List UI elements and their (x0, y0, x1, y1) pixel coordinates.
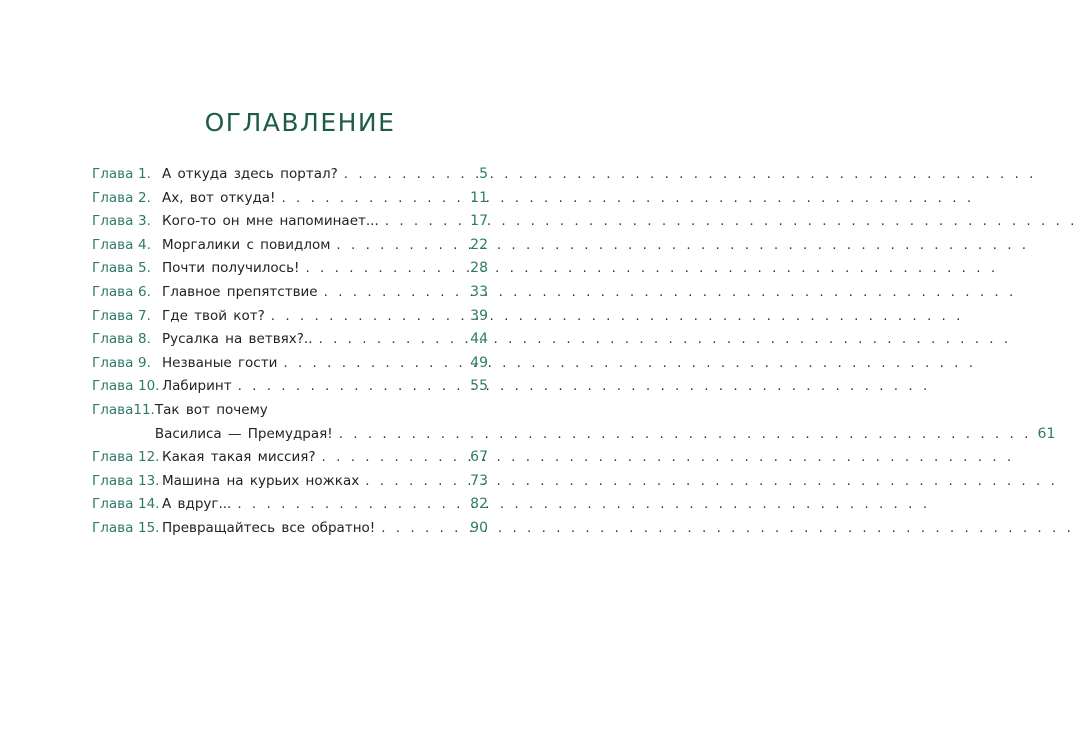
chapter-number: 8. (138, 331, 151, 348)
chapter-label: Глава (92, 354, 134, 371)
chapter-title: Незваные гости (162, 354, 278, 371)
page-number: 39 (470, 307, 488, 324)
page-number: 49 (470, 354, 488, 371)
page-number: 90 (470, 519, 488, 536)
chapter-entry (162, 210, 470, 234)
chapter-title: Машина на курьих ножках (162, 472, 360, 489)
toc-row (92, 470, 488, 494)
chapter-number: 3. (138, 213, 151, 230)
chapter-label: Глава (92, 213, 134, 230)
chapter-title: Главное препятствие (162, 283, 318, 300)
chapter-entry (162, 234, 470, 258)
dot-leader (385, 210, 1077, 234)
chapter-number: 2. (138, 189, 151, 206)
page-number: 82 (470, 496, 488, 513)
chapter-number: 11. (133, 401, 155, 418)
chapter-title: Русалка на ветвях?.. (162, 331, 313, 348)
toc-row (92, 517, 488, 541)
chapter-entry (162, 470, 470, 494)
chapter-title-line1: Так вот почему (154, 401, 268, 418)
chapter-title: Кого-то он мне напоминает... (162, 213, 379, 230)
chapter-title: А откуда здесь портал? (162, 166, 338, 182)
toc-row (92, 234, 488, 258)
dot-leader (238, 375, 931, 399)
page-number: 28 (470, 260, 488, 277)
page-number: 17 (470, 213, 488, 230)
chapter-title: Ах, вот откуда! (162, 189, 276, 206)
chapter-entry (162, 305, 470, 329)
toc-row (92, 352, 488, 376)
chapter-label: Глава (92, 307, 134, 324)
chapter-number: 13. (138, 472, 160, 489)
page-number: 44 (470, 331, 488, 348)
chapter-number: 7. (138, 307, 151, 324)
dot-leader (324, 281, 1017, 305)
chapter-number: 12. (138, 449, 160, 466)
chapter-label: Глава (92, 166, 134, 182)
chapter-label: Глава (92, 260, 134, 277)
chapter-number: 14. (138, 496, 160, 513)
chapter-entry (155, 399, 1056, 446)
toc-row (92, 281, 488, 305)
chapter-title: Какая такая миссия? (162, 449, 316, 466)
page-number: 22 (470, 236, 488, 253)
dot-leader (322, 446, 1015, 470)
chapter-label: Глава (92, 189, 134, 206)
dot-leader (283, 352, 976, 376)
dot-leader (319, 328, 1012, 352)
chapter-label: Глава (92, 331, 134, 348)
page-number: 73 (470, 472, 488, 489)
chapter-number: 15. (138, 519, 160, 536)
chapter-entry (162, 328, 470, 352)
chapter-title: Почти получилось! (162, 260, 300, 277)
chapter-label: Глава (92, 496, 134, 513)
chapter-title-line2-wrap (155, 423, 1056, 447)
toc-row (92, 257, 488, 281)
chapter-number: 10. (138, 378, 160, 395)
chapter-number: 6. (138, 283, 151, 300)
toc-row (92, 187, 488, 211)
chapter-entry (162, 257, 470, 281)
toc-row (92, 163, 488, 187)
chapter-entry (162, 352, 470, 376)
chapter-title-line2: Василиса — Премудрая! (154, 425, 333, 442)
chapter-entry (162, 163, 470, 187)
chapter-label: Глава (92, 236, 134, 253)
toc-row (92, 328, 488, 352)
page-number: 61 (1037, 425, 1056, 442)
chapter-title: Где твой кот? (162, 307, 265, 324)
chapter-number: 5. (138, 260, 151, 277)
chapter-label: Глава (92, 283, 134, 300)
toc-row (92, 493, 488, 517)
chapter-label: Глава (92, 519, 134, 536)
table-of-contents (92, 163, 1056, 541)
toc-row (92, 305, 488, 329)
toc-row (92, 375, 488, 399)
chapter-entry (162, 493, 470, 517)
dot-leader (237, 493, 930, 517)
chapter-label: Глава (92, 449, 134, 466)
page-number: 5 (479, 166, 488, 182)
dot-leader (281, 187, 974, 211)
chapter-label: Глава (92, 401, 134, 418)
chapter-title: Лабиринт (162, 378, 232, 395)
chapter-entry (162, 187, 470, 211)
chapter-title: Превращайтесь все обратно! (162, 519, 376, 536)
page-number: 67 (470, 449, 488, 466)
toc-row (92, 399, 1056, 446)
chapter-number: 1. (138, 166, 151, 182)
dot-leader (336, 234, 1029, 258)
chapter-label: Глава (92, 472, 134, 489)
chapter-title: Моргалики с повидлом (162, 236, 331, 253)
dot-leader (344, 163, 1037, 187)
chapter-entry (162, 375, 470, 399)
dot-leader (305, 257, 998, 281)
page-number: 11 (470, 189, 488, 206)
chapter-number: 9. (138, 354, 151, 371)
toc-row (92, 210, 488, 234)
page-title: ОГЛАВЛЕНИЕ (204, 108, 396, 137)
chapter-entry (162, 446, 470, 470)
chapter-number: 4. (138, 236, 151, 253)
page-number: 33 (470, 283, 488, 300)
page-number: 55 (470, 378, 488, 395)
dot-leader (271, 305, 964, 329)
chapter-label: Глава (92, 378, 134, 395)
chapter-entry (162, 517, 470, 541)
toc-row (92, 446, 488, 470)
dot-leader (339, 423, 1032, 447)
chapter-title: А вдруг... (162, 496, 232, 513)
chapter-entry (162, 281, 470, 305)
